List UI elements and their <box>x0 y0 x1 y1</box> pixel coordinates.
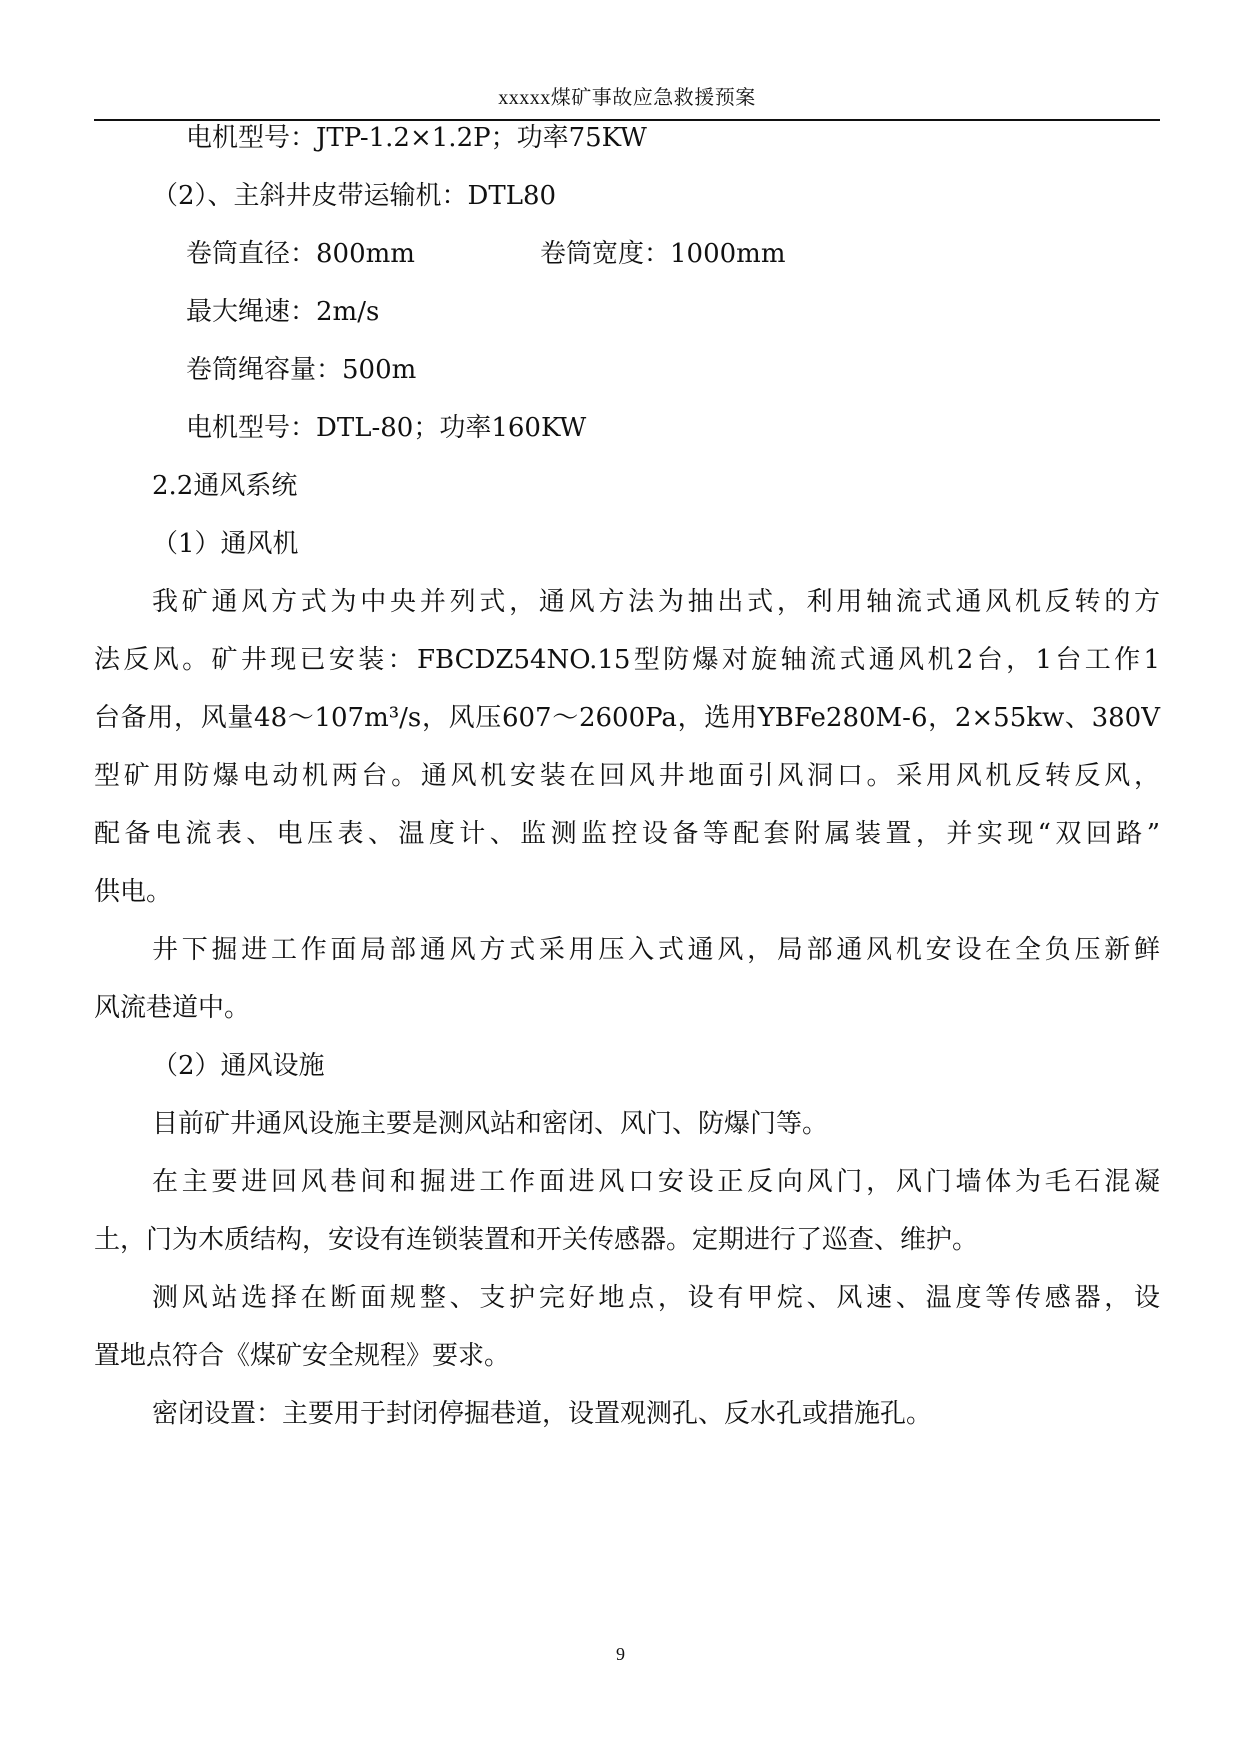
drum-diameter: 卷筒直径：800mm <box>186 239 415 269</box>
section-heading-ventilation: 2.2通风系统 <box>152 471 298 501</box>
drum-width: 卷筒宽度：1000mm <box>540 239 786 269</box>
para1-line2: 法反风。矿井现已安装：FBCDZ54NO.15型防爆对旋轴流式通风机2台，1台工作1 <box>94 645 1160 675</box>
para5-line2: 置地点符合《煤矿安全规程》要求。 <box>94 1341 511 1371</box>
para1-line3: 台备用，风量48～107m³/s，风压607～2600Pa，选用YBFe280M-6，2×55kw、380V <box>94 703 1160 733</box>
para6: 密闭设置：主要用于封闭停掘巷道，设置观测孔、反水孔或措施孔。 <box>152 1399 933 1429</box>
para1-line6: 供电。 <box>94 877 173 907</box>
motor-model-2: 电机型号：DTL-80；功率160KW <box>186 413 587 443</box>
conveyor-title: （2）、主斜井皮带运输机：DTL80 <box>152 181 557 211</box>
motor-model-1: 电机型号：JTP-1.2×1.2P；功率75KW <box>186 123 647 153</box>
para4-line1: 在主要进回风巷间和掘进工作面进风口安设正反向风门，风门墙体为毛石混凝 <box>152 1167 1160 1197</box>
drum-rope-capacity: 卷筒绳容量：500m <box>186 355 417 385</box>
para2-line2: 风流巷道中。 <box>94 993 251 1023</box>
max-rope-speed: 最大绳速：2m/s <box>186 297 380 327</box>
page-header-title: xxxxx煤矿事故应急救援预案 <box>498 87 756 109</box>
para1-line5: 配备电流表、电压表、温度计、监测监控设备等配套附属装置，并实现“双回路” <box>94 819 1160 849</box>
subheading-facilities: （2）通风设施 <box>152 1051 325 1081</box>
para5-line1: 测风站选择在断面规整、支护完好地点，设有甲烷、风速、温度等传感器，设 <box>152 1283 1160 1313</box>
para1-line1: 我矿通风方式为中央并列式，通风方法为抽出式，利用轴流式通风机反转的方 <box>152 587 1160 617</box>
subheading-fan: （1）通风机 <box>152 529 299 559</box>
para2-line1: 井下掘进工作面局部通风方式采用压入式通风，局部通风机安设在全负压新鲜 <box>152 935 1160 965</box>
para4-line2: 土，门为木质结构，安设有连锁装置和开关传感器。定期进行了巡查、维护。 <box>94 1225 979 1255</box>
page-number: 9 <box>616 1644 625 1664</box>
para3: 目前矿井通风设施主要是测风站和密闭、风门、防爆门等。 <box>152 1109 829 1139</box>
para1-line4: 型矿用防爆电动机两台。通风机安装在回风井地面引风洞口。采用风机反转反风， <box>94 761 1160 791</box>
